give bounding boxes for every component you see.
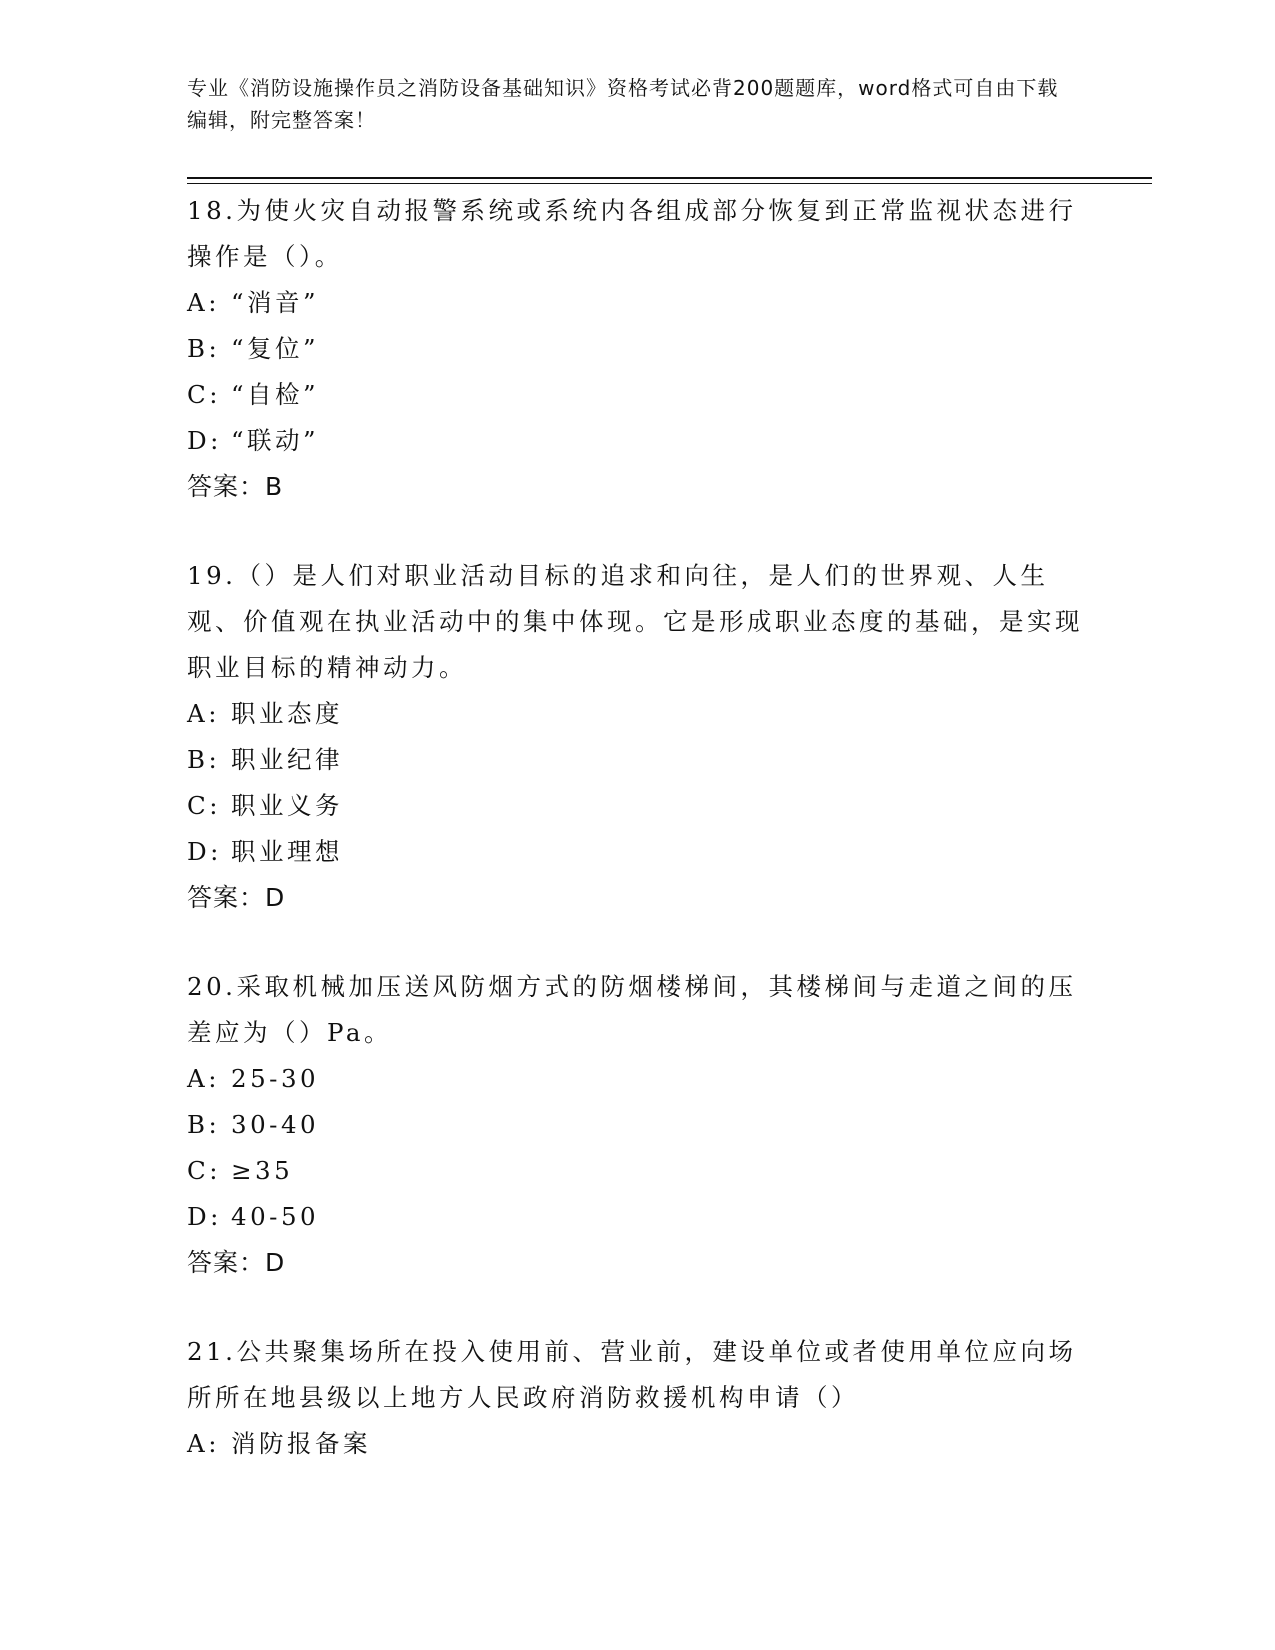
- option-a: [187, 691, 1087, 737]
- option-key: B:: [187, 745, 221, 774]
- option-text: 职业理想: [231, 837, 343, 866]
- option-key: A:: [187, 1064, 220, 1093]
- option-text: 职业态度: [231, 699, 343, 728]
- question-21: [187, 1329, 1087, 1467]
- option-a: [187, 1421, 1087, 1467]
- option-text: “复位”: [231, 334, 320, 363]
- option-text: 25-30: [231, 1064, 320, 1093]
- option-d: [187, 1194, 1087, 1240]
- option-a: [187, 280, 1087, 326]
- option-text: 40-50: [231, 1202, 320, 1231]
- question-text: 19.（）是人们对职业活动目标的追求和向往，是人们的世界观、人生观、价值观在执业活动中的集中体现。它是形成职业态度的基础，是实现职业目标的精神动力。: [187, 561, 1083, 682]
- option-b: [187, 737, 1087, 783]
- option-key: D:: [187, 426, 222, 455]
- option-d: [187, 829, 1087, 875]
- option-text: 职业义务: [231, 791, 343, 820]
- question-text: 18.为使火灾自动报警系统或系统内各组成部分恢复到正常监视状态进行操作是（）。: [187, 196, 1077, 271]
- option-text: ≥35: [231, 1156, 294, 1185]
- option-b: [187, 1102, 1087, 1148]
- option-text: 消防报备案: [231, 1429, 371, 1458]
- option-c: [187, 372, 1087, 418]
- option-key: C:: [187, 791, 222, 820]
- document-header: 专业《消防设施操作员之消防设备基础知识》资格考试必背200题题库，word格式可自由下载编辑，附完整答案！: [187, 76, 1059, 132]
- question-text: 21.公共聚集场所在投入使用前、营业前，建设单位或者使用单位应向场所所在地县级以上地方人民政府消防救援机构申请（）: [187, 1337, 1077, 1412]
- answer-line: 答案：D: [187, 883, 286, 912]
- option-text: “自检”: [231, 380, 320, 409]
- option-key: C:: [187, 1156, 222, 1185]
- option-key: D:: [187, 1202, 222, 1231]
- header-divider-thick: [187, 177, 1152, 179]
- question-18: [187, 188, 1087, 510]
- option-text: “消音”: [231, 288, 320, 317]
- answer-line: 答案：D: [187, 1248, 286, 1277]
- option-key: B:: [187, 334, 221, 363]
- option-key: A:: [187, 699, 220, 728]
- option-b: [187, 326, 1087, 372]
- header-divider-thin: [187, 183, 1152, 184]
- option-key: C:: [187, 380, 222, 409]
- question-19: [187, 553, 1087, 921]
- option-key: B:: [187, 1110, 221, 1139]
- option-a: [187, 1056, 1087, 1102]
- question-20: [187, 964, 1087, 1286]
- option-text: 职业纪律: [231, 745, 343, 774]
- question-list: [187, 188, 1087, 1510]
- question-text: 20.采取机械加压送风防烟方式的防烟楼梯间，其楼梯间与走道之间的压差应为（）Pa。: [187, 972, 1077, 1047]
- option-text: 30-40: [231, 1110, 320, 1139]
- option-key: D:: [187, 837, 222, 866]
- option-key: A:: [187, 1429, 220, 1458]
- option-c: [187, 783, 1087, 829]
- option-c: [187, 1148, 1087, 1194]
- option-key: A:: [187, 288, 220, 317]
- answer-line: 答案：B: [187, 472, 284, 501]
- option-d: [187, 418, 1087, 464]
- option-text: “联动”: [231, 426, 320, 455]
